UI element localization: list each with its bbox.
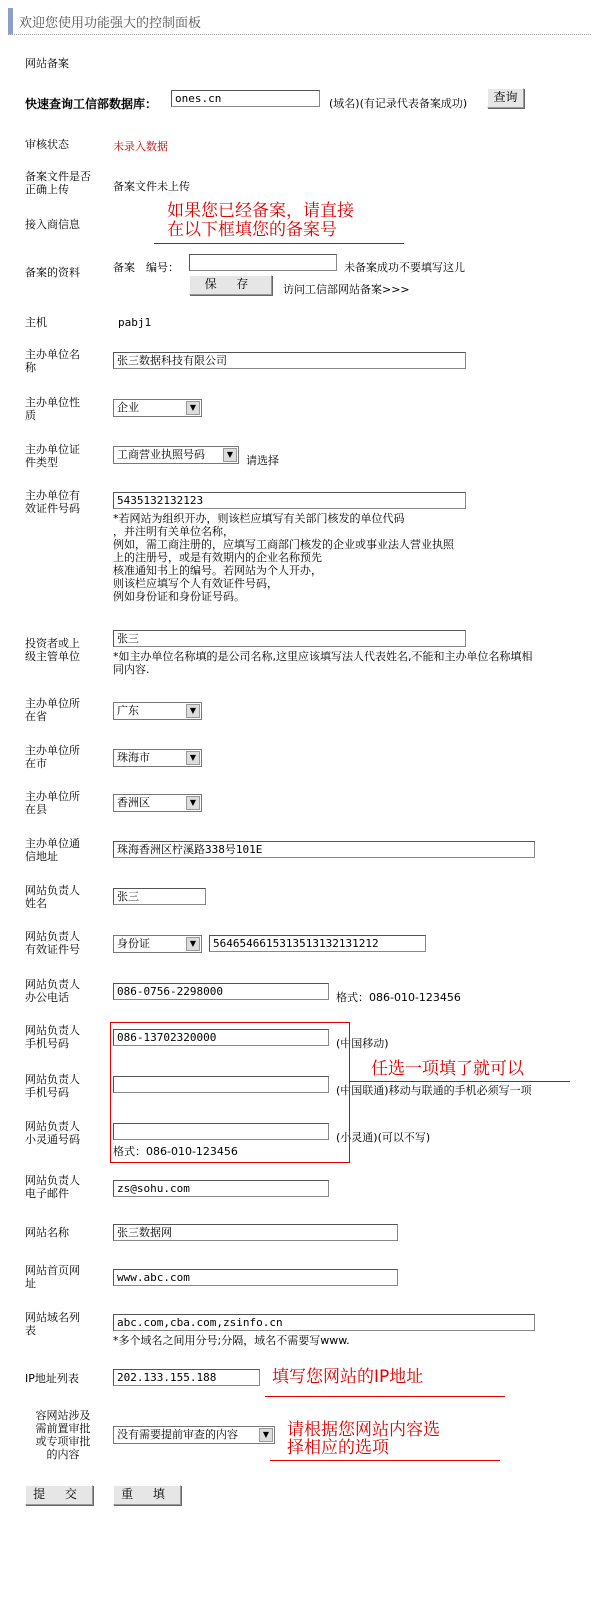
chevron-down-icon: ▼: [186, 401, 200, 415]
welcome-title: 欢迎您使用功能强大的控制面板: [19, 16, 202, 31]
chevron-down-icon: ▼: [186, 704, 200, 718]
homepage-input[interactable]: www.abc.com: [113, 1269, 398, 1286]
owner-cert-label: 网站负责人有效证件号: [25, 930, 80, 956]
ip-input[interactable]: 202.133.155.188: [113, 1369, 260, 1386]
quick-query-input[interactable]: ones.cn: [171, 90, 320, 107]
phs-format-hint: 格式：086-010-123456: [113, 1145, 238, 1158]
host-label: 主机: [25, 316, 47, 329]
domains-label: 网站域名列表: [25, 1311, 80, 1337]
chevron-down-icon: ▼: [186, 751, 200, 765]
county-value: 香洲区: [117, 796, 150, 809]
address-label: 主办单位通信地址: [25, 837, 80, 863]
content-review-select[interactable]: [113, 1426, 275, 1444]
mobile1-input[interactable]: 086-13702320000: [113, 1029, 329, 1046]
org-cert-no-label: 主办单位有效证件号码: [25, 489, 80, 515]
ip-annotation-underline: [265, 1396, 505, 1397]
ip-label: IP地址列表: [25, 1372, 79, 1385]
note-line: 则该栏应填写个人有效证件号码，: [113, 577, 278, 590]
record-annotation-underline: [154, 243, 404, 244]
owner-name-label: 网站负责人姓名: [25, 884, 80, 910]
owner-cert-no-input[interactable]: 564654661531351313213121​2: [209, 935, 426, 952]
owner-phone-label: 网站负责人办公电话: [25, 978, 80, 1004]
owner-cert-type-value: 身份证: [117, 937, 150, 950]
org-nature-label: 主办单位性质: [25, 396, 80, 422]
phs-label: 网站负责人小灵通号码: [25, 1120, 80, 1146]
query-button[interactable]: 查询: [487, 88, 524, 108]
org-name-label: 主办单位名称: [25, 348, 80, 374]
record-number-hint: 未备案成功不要填写这儿: [344, 261, 465, 274]
province-select[interactable]: [113, 702, 202, 720]
county-select[interactable]: [113, 794, 202, 812]
note-line: *如主办单位名称填的是公司名称,这里应该填写法人代表姓名,不能和主办单位名称填相: [113, 650, 533, 663]
address-input[interactable]: 珠海香洲区柠溪路338号101E: [113, 841, 535, 858]
org-name-input[interactable]: 张三数据科技有限公司: [113, 352, 466, 369]
content-annotation-underline: [270, 1460, 500, 1461]
org-nature-select[interactable]: [113, 399, 202, 417]
record-number-label: 备案 编号：: [113, 261, 179, 274]
content-review-label: 容网站涉及需前置审批或专项审批的内容: [35, 1409, 91, 1461]
content-annotation-line2: 择相应的选项: [287, 1438, 389, 1458]
note-line: 上的注册号，或是有效期内的企业名称预先: [113, 551, 322, 564]
homepage-label: 网站首页网址: [25, 1264, 80, 1290]
save-button[interactable]: 保 存: [189, 275, 272, 295]
reset-button[interactable]: 重 填: [113, 1485, 181, 1505]
domains-note: *多个域名之间用分号;分隔，域名不需要写www.: [113, 1334, 350, 1347]
note-line: 例如身份证和身份证号码。: [113, 590, 245, 603]
record-number-input[interactable]: [189, 254, 337, 271]
note-line: 例如，需工商注册的，应填写工商部门核发的企业或事业法人营业执照: [113, 538, 454, 551]
audit-label: 审核状态: [25, 138, 69, 151]
province-value: 广东: [117, 704, 139, 717]
owner-name-input[interactable]: 张三: [113, 888, 206, 905]
quick-query-label: 快速查询工信部数据库：: [25, 97, 158, 111]
investor-input[interactable]: 张三: [113, 630, 466, 647]
province-label: 主办单位所在省: [25, 697, 80, 723]
chevron-down-icon: ▼: [186, 796, 200, 810]
section-title: 网站备案: [25, 57, 69, 70]
org-cert-no-input[interactable]: 5435132132123: [113, 492, 466, 509]
record-label: 备案的资料: [25, 266, 80, 279]
investor-note: [113, 650, 573, 676]
upload-label: 备案文件是否正确上传: [25, 170, 91, 196]
phs-hint: (小灵通)(可以不写): [336, 1131, 431, 1144]
org-cert-type-hint: 请选择: [246, 454, 279, 467]
host-value: pabj1: [118, 316, 152, 329]
mobile2-hint: (中国联通)移动与联通的手机必须写一项: [336, 1084, 532, 1097]
audit-status-value: 未录入数据: [113, 140, 168, 153]
provider-label: 接入商信息: [25, 218, 80, 231]
owner-phone-input[interactable]: 086-0756-2298000: [113, 983, 329, 1000]
chevron-down-icon: ▼: [223, 448, 237, 462]
domains-input[interactable]: abc.com,cba.com,zsinfo.cn: [113, 1314, 535, 1331]
note-line: ，并注明有关单位名称，: [113, 525, 234, 538]
org-cert-type-select[interactable]: [113, 446, 239, 464]
content-review-value: 没有需要提前审查的内容: [117, 1428, 238, 1441]
mobile2-label: 网站负责人手机号码: [25, 1073, 80, 1099]
chevron-down-icon: ▼: [259, 1428, 273, 1442]
record-annotation-line2: 在以下框填您的备案号: [167, 220, 337, 240]
visit-miit-link[interactable]: 访问工信部网站备案>>>: [283, 283, 410, 296]
owner-cert-type-select[interactable]: [113, 935, 202, 953]
note-line: 同内容.: [113, 663, 150, 676]
county-label: 主办单位所在县: [25, 790, 80, 816]
site-name-label: 网站名称: [25, 1226, 69, 1239]
mobile-group-highlight-box: [110, 1022, 350, 1163]
investor-label: 投资者或上级主管单位: [25, 637, 80, 663]
org-nature-value: 企业: [117, 401, 139, 414]
chevron-down-icon: ▼: [186, 937, 200, 951]
quick-query-hint: (域名)(有记录代表备案成功): [329, 97, 468, 110]
site-name-input[interactable]: 张三数据网: [113, 1224, 398, 1241]
city-select[interactable]: [113, 749, 202, 767]
email-input[interactable]: zs@sohu.com: [113, 1180, 329, 1197]
upload-status-value: 备案文件未上传: [113, 180, 190, 193]
org-cert-type-value: 工商营业执照号码: [117, 448, 205, 461]
city-value: 珠海市: [117, 751, 150, 764]
mobile-annotation-underline: [350, 1081, 570, 1082]
submit-button[interactable]: 提 交: [25, 1485, 93, 1505]
mobile1-label: 网站负责人手机号码: [25, 1024, 80, 1050]
org-cert-no-note: [113, 512, 543, 603]
org-cert-type-label: 主办单位证件类型: [25, 443, 80, 469]
email-label: 网站负责人电子邮件: [25, 1174, 80, 1200]
mobile-annotation: 任选一项填了就可以: [371, 1059, 524, 1079]
welcome-header: [8, 8, 591, 35]
content-annotation-line1: 请根据您网站内容选: [287, 1420, 440, 1440]
note-line: *若网站为组织开办，则该栏应填写有关部门核发的单位代码: [113, 512, 405, 525]
owner-phone-hint: 格式：086-010-123456: [336, 991, 461, 1004]
note-line: 核准通知书上的编号。若网站为个人开办，: [113, 564, 322, 577]
ip-annotation: 填写您网站的IP地址: [272, 1367, 424, 1387]
mobile1-hint: (中国移动): [336, 1037, 389, 1050]
city-label: 主办单位所在市: [25, 744, 80, 770]
record-annotation-line1: 如果您已经备案，请直接: [167, 201, 354, 221]
